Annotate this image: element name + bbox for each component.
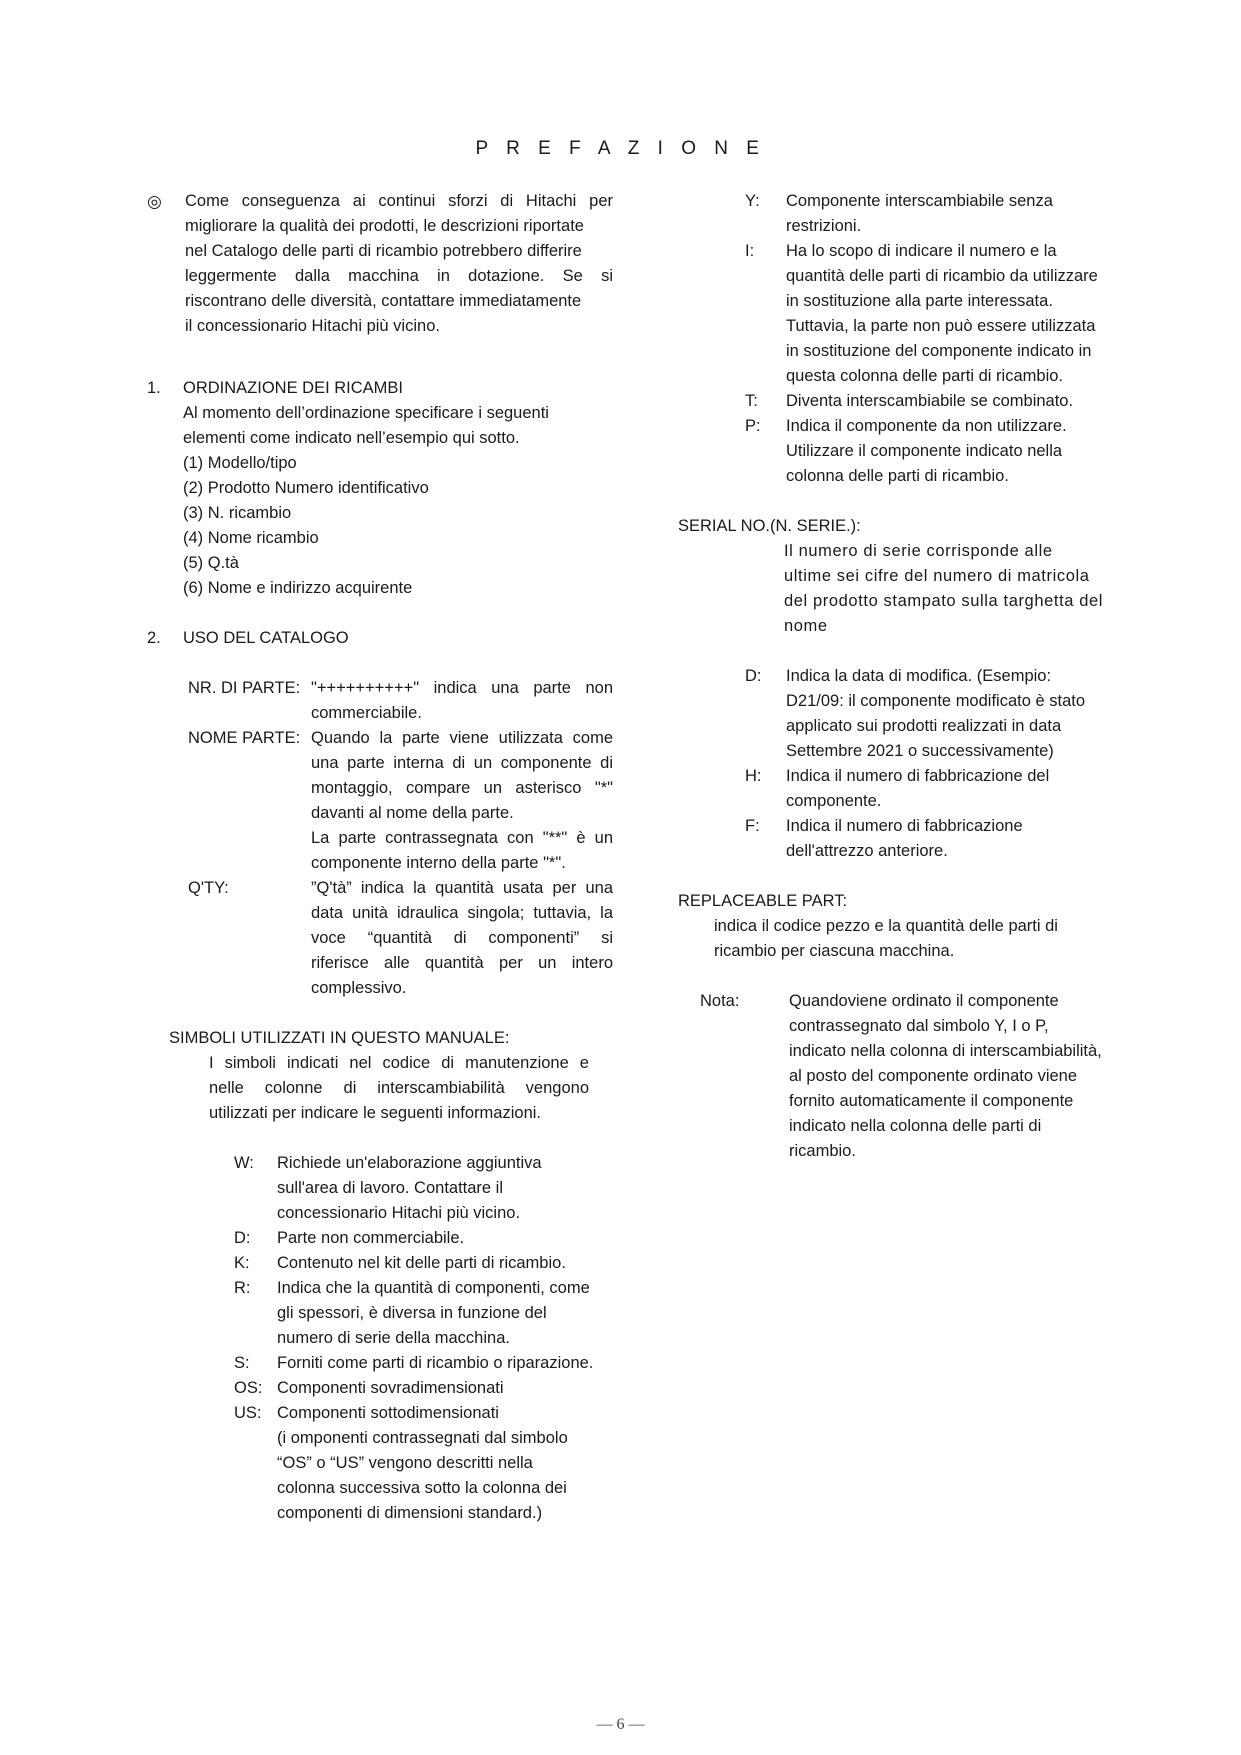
symbol-code: OS: [234, 1379, 263, 1397]
symbol-code: T: [745, 392, 758, 410]
code-f: F: Indica il numero di fabbricazione dell'attrezzo anteriore. [745, 814, 1165, 864]
section-2-number: 2. [147, 629, 161, 647]
symbol-code: H: [745, 767, 762, 785]
symbols-intro: I simboli indicati nel codice di manutenzione e nelle colonne di interscambiabilità vengono utilizzati per indicare le seguenti informazioni. [209, 1054, 589, 1122]
intro-line: migliorare la qualità dei prodotti, le descrizioni riportate [185, 217, 584, 235]
serial-description: Il numero di serie corrisponde alle ultime sei cifre del numero di matricola del prodotto stampato sulla targhetta del nome [784, 542, 1104, 635]
intro-line: riscontrano delle diversità, contattare immediatamente [185, 292, 582, 310]
symbol-t: T: Diventa interscambiabile se combinato. [745, 389, 1165, 414]
symbol-code: S: [234, 1354, 250, 1372]
section-1 [183, 376, 613, 601]
symbol-i: I: Ha lo scopo di indicare il numero e la quantità delle parti di ricambio da utilizzare in sostituzione alla parte interessata. Tuttavia, la parte non può essere utilizzata in sostituzione del componente indicato in questa colonna delle parti di ricambio. [745, 239, 1165, 389]
symbols-heading: SIMBOLI UTILIZZATI IN QUESTO MANUALE: [169, 1029, 510, 1047]
definition-label: Q'TY: [188, 879, 229, 897]
symbol-code: F: [745, 817, 760, 835]
definition-part-number: NR. DI PARTE: "++++++++++" indica una parte non commerciabile. [188, 676, 613, 726]
symbol-p: P: Indica il componente da non utilizzare. Utilizzare il componente indicato nella colonna delle parti di ricambio. [745, 414, 1165, 489]
page-number: — 6 — [596, 1716, 645, 1733]
intro-line: il concessionario Hitachi più vicino. [185, 317, 440, 335]
order-item: (3) N. ricambio [183, 504, 292, 522]
symbol-k: K: Contenuto nel kit delle parti di ricambio. [234, 1251, 619, 1276]
replaceable-heading: REPLACEABLE PART: [678, 892, 848, 910]
order-item: (4) Nome ricambio [183, 529, 319, 547]
symbol-w: W: Richiede un'elaborazione aggiuntiva sull'area di lavoro. Contattare il concessionario Hitachi più vicino. [234, 1151, 619, 1226]
code-d: D: Indica la data di modifica. (Esempio: D21/09: il componente modificato è stato applicato sui prodotti realizzati in data Settembre 2021 o successivamente) [745, 664, 1165, 764]
symbols-list-left [234, 1151, 619, 1526]
note-label: Nota: [700, 992, 740, 1010]
definition-label: NR. DI PARTE: [188, 679, 301, 697]
intro-line: leggermente dalla macchina in dotazione. Se si [185, 267, 613, 285]
definition-quantity: Q'TY: ”Q'tà” indica la quantità usata per una data unità idraulica singola; tuttavia, la voce “quantità di componenti” si riferisce alle quantità per un intero complessivo. [188, 876, 613, 1001]
codes-list [745, 664, 1165, 864]
order-item: (5) Q.tà [183, 554, 239, 572]
symbol-d: D: Parte non commerciabile. [234, 1226, 619, 1251]
section-1-number: 1. [147, 379, 161, 397]
symbols-list-right [745, 189, 1165, 489]
intro-paragraph [185, 189, 613, 339]
page-title: P R E F A Z I O N E [475, 138, 766, 159]
symbol-us: US: Componenti sottodimensionati (i omponenti contrassegnati dal simbolo “OS” o “US” vengono descritti nella colonna successiva sotto la colonna dei componenti di dimensioni standard.) [234, 1401, 619, 1526]
order-item: (1) Modello/tipo [183, 454, 297, 472]
symbol-code: R: [234, 1279, 251, 1297]
definition-label: NOME PARTE: [188, 729, 301, 747]
definitions-list [188, 676, 613, 1001]
symbol-code: K: [234, 1254, 250, 1272]
symbol-code: D: [234, 1229, 251, 1247]
definition-part-name: NOME PARTE: Quando la parte viene utilizzata come una parte interna di un componente di montaggio, compare un asterisco "*" davanti al nome della parte. La parte contrassegnata con "**" è un componente interno della parte "*". [188, 726, 613, 876]
symbol-code: D: [745, 667, 762, 685]
section-1-heading: ORDINAZIONE DEI RICAMBI [183, 379, 404, 397]
symbol-code: Y: [745, 192, 760, 210]
note-text: Quandoviene ordinato il componente contrassegnato dal simbolo Y, I o P, indicato nella colonna di interscambiabilità, al posto del componente ordinato viene fornito automaticamente il componente indicato nella colonna delle parti di ricambio. [789, 992, 1102, 1160]
intro-line: Come conseguenza ai continui sforzi di Hitachi per [185, 192, 613, 210]
order-item: (6) Nome e indirizzo acquirente [183, 579, 413, 597]
symbol-code: US: [234, 1404, 262, 1422]
symbol-s: S: Forniti come parti di ricambio o riparazione. [234, 1351, 619, 1376]
intro-line: nel Catalogo delle parti di ricambio potrebbero differire [185, 242, 582, 260]
order-item: (2) Prodotto Numero identificativo [183, 479, 429, 497]
symbol-code: I: [745, 242, 755, 260]
symbol-r: R: Indica che la quantità di componenti, come gli spessori, è diversa in funzione del numero di serie della macchina. [234, 1276, 619, 1351]
code-h: H: Indica il numero di fabbricazione del componente. [745, 764, 1165, 814]
symbol-code: P: [745, 417, 761, 435]
section-1-line: Al momento dell’ordinazione specificare i seguenti [183, 404, 549, 422]
symbol-y: Y: Componente interscambiabile senza restrizioni. [745, 189, 1165, 239]
replaceable-description: indica il codice pezzo e la quantità delle parti di ricambio per ciascuna macchina. [714, 917, 1058, 960]
serial-heading: SERIAL NO.(N. SERIE.): [678, 517, 861, 535]
symbol-code: W: [234, 1154, 254, 1172]
symbol-os: OS: Componenti sovradimensionati [234, 1376, 619, 1401]
intro-bullet-icon: ◎ [147, 192, 162, 211]
section-1-line: elementi come indicato nell’esempio qui sotto. [183, 429, 520, 447]
section-2-heading: USO DEL CATALOGO [183, 629, 349, 647]
